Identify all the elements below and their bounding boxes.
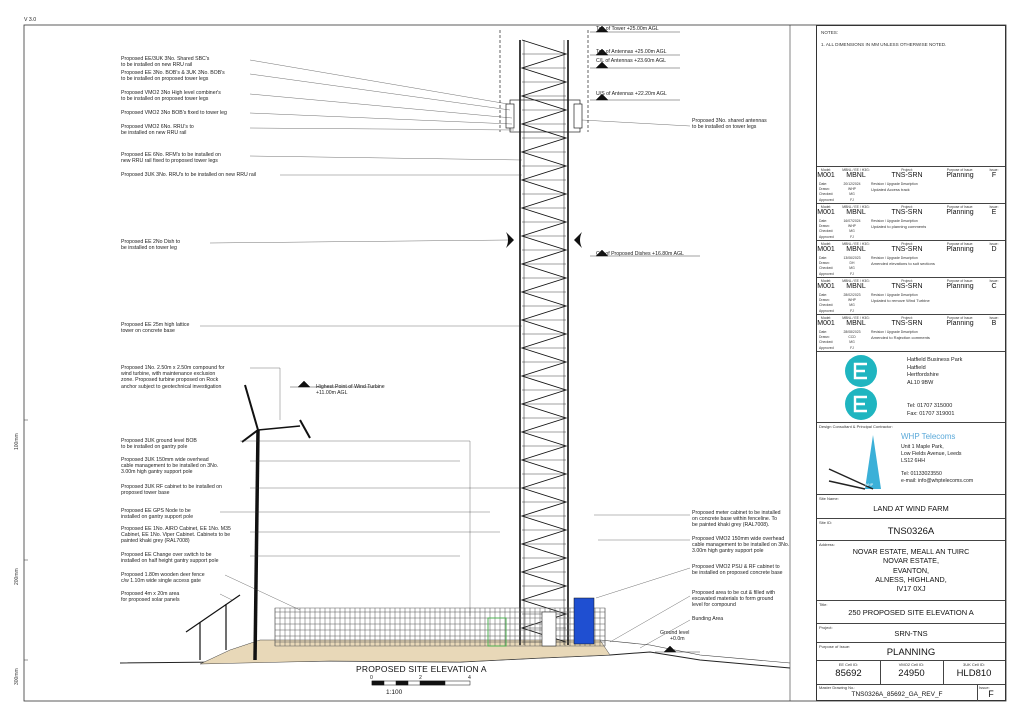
revision-col-header: MBNL / EE / H3G:: [842, 205, 870, 209]
level-top-of-antennas: Top of Antennas +25.00m AGL: [596, 49, 667, 55]
left-ruler: [24, 420, 28, 660]
revision-col-header: Project:: [901, 205, 913, 209]
consultant-label: Design Consultant & Principal Contractor:: [819, 424, 893, 429]
project-value: SRN-TNS: [894, 629, 928, 638]
revision-checked-label: Checked:: [819, 229, 834, 234]
revision-checked: MG: [849, 192, 855, 197]
annotation-label: Proposed 1.80m wooden deer fence c/w 1.10m wide single access gate: [121, 572, 205, 585]
revision-date: 16/07/2024: [843, 219, 861, 223]
scale-tick: 4: [468, 675, 471, 681]
revision-col-header: Model:: [820, 242, 832, 246]
revision-date: 28/02/2023: [843, 293, 861, 297]
scale-label: 1:100: [386, 689, 403, 696]
revision-drawn: CCD: [848, 335, 856, 340]
revision-desc-label: Revision / Upgrade Description: [871, 330, 918, 334]
revision-drawn-label: Drawn:: [819, 261, 830, 266]
revision-date: 28/08/2023: [843, 330, 861, 334]
revision-mbnl: MBNL: [846, 283, 866, 290]
drawing-title-block: 250 PROPOSED SITE ELEVATION A: [848, 608, 974, 617]
revision-approved-label: Approved:: [819, 271, 835, 276]
annotation-label: Bunding Area: [692, 616, 724, 622]
notes-title: NOTES:: [821, 30, 839, 35]
level-cl-dishes: C/L of Proposed Dishes +16.80m AGL: [596, 251, 684, 257]
revision-col-header: Project:: [901, 279, 913, 283]
revision-drawn: DH: [849, 261, 855, 266]
revision-col-header: Purpose of Issue:: [946, 168, 974, 172]
revision-project: TNS-SRN: [891, 209, 923, 216]
revision-desc: Amended elevations to suit sections: [871, 261, 935, 266]
lattice-tower: [520, 40, 568, 645]
revision-date-label: Date:: [819, 293, 828, 297]
annotation-label: Proposed EE 6No. RFM's to be installed on new RRU rail fixed to proposed tower legs: [121, 152, 221, 165]
annotation-label: Proposed 3UK RF cabinet to be installed on proposed tower base: [121, 484, 222, 497]
revision-col-header: Project:: [901, 242, 913, 246]
revision-purpose: Planning: [946, 320, 974, 327]
annotation-label: Proposed 3UK 150mm wide overhead cable management to be installed on 3No. 3.00m high gantry support pole: [121, 457, 219, 476]
revision-col-header: Issue:: [989, 316, 999, 320]
revision-desc-label: Revision / Upgrade Description: [871, 182, 918, 186]
site-name-label: Site Name:: [819, 496, 839, 501]
revision-row: [817, 240, 1005, 277]
ruler-label: 100mm: [14, 433, 20, 450]
annotation-label: Proposed EE 25m high lattice tower on concrete base: [121, 322, 190, 335]
revision-col-header: MBNL / EE / H3G:: [842, 279, 870, 283]
revision-purpose: Planning: [946, 283, 974, 290]
revision-approved-label: Approved:: [819, 345, 835, 350]
purpose-value: PLANNING: [886, 647, 936, 658]
revision-col-header: Purpose of Issue:: [946, 279, 974, 283]
revision-row: [817, 203, 1005, 240]
vmo2-cell-id: 24950: [898, 668, 925, 679]
annotation-label: Proposed 4m x 20m area for proposed solar panels: [121, 591, 180, 604]
client-address: Hatfield Business Park Hatfield Hertfordshire AL10 9BW: [907, 357, 963, 386]
ruler-label: 200mm: [14, 568, 20, 585]
revision-col-header: Purpose of Issue:: [946, 316, 974, 320]
revision-model: M001: [817, 283, 835, 290]
annotation-label: Proposed EE 2No Dish to be installed on tower leg: [121, 239, 181, 252]
revision-purpose: Planning: [946, 172, 974, 179]
revision-mbnl: MBNL: [846, 320, 866, 327]
revision-date-label: Date:: [819, 330, 828, 334]
revision-col-header: MBNL / EE / H3G:: [842, 242, 870, 246]
revision-model: M001: [817, 209, 835, 216]
revision-date-label: Date:: [819, 182, 828, 186]
revision-col-header: Issue:: [989, 242, 999, 246]
drawing-no-label: Master Drawing No.:: [819, 685, 856, 690]
revision-drawn-label: Drawn:: [819, 335, 830, 340]
revision-col-header: Model:: [820, 316, 832, 320]
purpose-label: Purpose of Issue:: [819, 644, 851, 649]
revision-purpose: Planning: [946, 246, 974, 253]
revision-desc: Updated to planning comments: [871, 224, 927, 229]
scale-bar: [372, 681, 470, 685]
revision-desc: Amended to Rajection comments: [871, 335, 930, 340]
drawing-title: PROPOSED SITE ELEVATION A: [356, 664, 487, 674]
annotation-label: Proposed 3No. shared antennas to be installed on tower legs: [692, 118, 767, 131]
revision-checked: MG: [849, 229, 855, 234]
revision-approved: FJ: [850, 308, 854, 313]
revision-model: M001: [817, 172, 835, 179]
consultant-contact: Tel: 01133023550 e-mail: info@whptelecoms.com: [901, 471, 974, 484]
drawing-issue-label: Issue:: [979, 685, 990, 690]
revision-drawn: WHP: [848, 224, 856, 229]
revision-col-header: Purpose of Issue:: [946, 205, 974, 209]
ee-cell-id-label: EE Cell ID:: [838, 662, 859, 667]
annotation-label: Proposed 3UK ground level BOB to be installed on gantry pole: [121, 438, 197, 451]
revision-row: [817, 166, 1005, 203]
whp-logo-text: WHP: [865, 483, 874, 487]
annotation-label: Proposed 3UK 3No. RRU's to be installed on new RRU rail: [121, 172, 257, 178]
revision-desc-label: Revision / Upgrade Description: [871, 293, 918, 297]
revision-date: 13/06/2023: [843, 256, 861, 260]
revision-desc: Updated Access track: [871, 187, 910, 192]
revision-col-header: Issue:: [989, 205, 999, 209]
vmo2-cell-id-label: VMO2 Cell ID:: [898, 662, 925, 667]
annotation-label: Proposed EE/3UK 3No. Shared SBC's to be installed on new RRU rail: [121, 56, 210, 69]
site-id: TNS0326A: [887, 526, 935, 537]
revision-drawn: WHP: [848, 187, 856, 192]
dishes: [506, 232, 582, 248]
revision-col-header: Project:: [901, 316, 913, 320]
site-name: LAND AT WIND FARM: [873, 504, 949, 513]
revision-checked: MG: [849, 303, 855, 308]
annotation-label: Proposed 1No. 2.50m x 2.50m compound for wind turbine, with maintenance exclusion zone. Proposed turbine proposed on Rock anchor subject to geotechnical investigation: [121, 365, 225, 390]
revision-checked-label: Checked:: [819, 192, 834, 197]
revision-purpose: Planning: [946, 209, 974, 216]
whp-logo: [825, 433, 883, 491]
revision-issue: D: [991, 246, 997, 253]
revision-checked: MG: [849, 340, 855, 345]
annotation-label: Proposed meter cabinet to be installed on concrete base within fenceline. To be painted khaki grey (RAL7008).: [692, 510, 781, 529]
leader-lines: [200, 60, 690, 648]
ee-logo: [841, 354, 881, 422]
title-label: Title:: [819, 602, 828, 607]
3uk-cell-id: HLD810: [956, 668, 992, 679]
address-label: Address:: [819, 542, 835, 547]
drawing-number: TNS0326A_85692_GA_REV_F: [851, 691, 943, 698]
revision-row: [817, 314, 1005, 351]
project-label: Project:: [819, 625, 833, 630]
scale-tick: 0: [370, 675, 373, 681]
revision-row: [817, 277, 1005, 314]
revision-date-label: Date:: [819, 219, 828, 223]
annotation-label: Proposed EE 3No. BOB's & 3UK 3No. BOB's to be installed on proposed tower legs: [121, 70, 225, 83]
revision-checked-label: Checked:: [819, 303, 834, 308]
annotation-label: Proposed EE Change over switch to be installed on half height gantry support pole: [121, 552, 219, 565]
revision-model: M001: [817, 246, 835, 253]
revision-approved: FJ: [850, 271, 854, 276]
revision-checked-label: Checked:: [819, 340, 834, 345]
annotation-label: Proposed VMO2 6No. RRU's to be installed on new RRU rail: [121, 124, 194, 137]
annotation-label: Proposed VMO2 PSU & RF cabinet to be installed on proposed concrete base: [692, 564, 783, 577]
revision-col-header: Project:: [901, 168, 913, 172]
revision-col-header: Issue:: [989, 279, 999, 283]
revision-mbnl: MBNL: [846, 172, 866, 179]
title-block: [816, 25, 1006, 701]
revision-col-header: Model:: [820, 279, 832, 283]
revision-date: 20/12/2024: [843, 182, 861, 186]
revision-project: TNS-SRN: [891, 283, 923, 290]
revision-mbnl: MBNL: [846, 246, 866, 253]
notes-item: 1. ALL DIMENSIONS IN MM UNLESS OTHERWISE NOTED.: [821, 42, 947, 47]
revision-project: TNS-SRN: [891, 172, 923, 179]
drawing-issue: F: [988, 689, 994, 699]
revision-project: TNS-SRN: [891, 246, 923, 253]
revision-approved: FJ: [850, 345, 854, 350]
revision-approved-label: Approved:: [819, 234, 835, 239]
revision-approved: FJ: [850, 197, 854, 202]
revision-project: TNS-SRN: [891, 320, 923, 327]
revision-checked-label: Checked:: [819, 266, 834, 271]
consultant-address: Unit 1 Maple Park, Low Fields Avenue, Leeds LS12 6HH: [901, 444, 962, 464]
annotation-label: Proposed area to be cut & filled with excavated materials to form ground level for compound: [692, 590, 776, 609]
client-contact: Tel: 01707 315000 Fax: 01707 319001: [907, 403, 955, 417]
revision-issue: C: [991, 283, 997, 290]
ee-cell-id: 85692: [835, 668, 862, 679]
revision-table: [817, 166, 1005, 352]
ruler-label: 300mm: [14, 668, 20, 685]
revision-date-label: Date:: [819, 256, 828, 260]
revision-drawn-label: Drawn:: [819, 187, 830, 192]
version-label: V 3.0: [24, 17, 37, 23]
level-markers: [290, 26, 700, 652]
revision-approved-label: Approved:: [819, 308, 835, 313]
revision-issue: E: [991, 209, 997, 216]
revision-desc: Updated to remove Wind Turbine: [871, 298, 930, 303]
revision-issue: B: [991, 320, 997, 327]
site-address: NOVAR ESTATE, MEALL AN TUIRC NOVAR ESTATE, EVANTON, ALNESS, HIGHLAND, IV17 0XJ: [852, 547, 970, 594]
revision-issue: F: [991, 172, 997, 179]
annotation-label: Proposed EE GPS Node to be installed on gantry support pole: [121, 508, 194, 521]
scale-tick: 2: [419, 675, 422, 681]
revision-col-header: MBNL / EE / H3G:: [842, 168, 870, 172]
revision-drawn-label: Drawn:: [819, 224, 830, 229]
annotation-label: Proposed VMO2 3No High level combiner's to be installed on proposed tower legs: [121, 90, 221, 103]
revision-desc-label: Revision / Upgrade Description: [871, 219, 918, 223]
revision-col-header: MBNL / EE / H3G:: [842, 316, 870, 320]
revision-col-header: Model:: [820, 168, 832, 172]
revision-model: M001: [817, 320, 835, 327]
consultant-name: WHP Telecoms: [901, 432, 956, 441]
level-cl-of-antennas: C/L of Antennas +23.60m AGL: [596, 58, 667, 64]
revision-checked: MG: [849, 266, 855, 271]
level-us-of-antennas: U/S of Antennas +22.20m AGL: [596, 91, 667, 97]
annotation-label: Proposed VMO2 150mm wide overhead cable management to be installed on 3No. 3.00m high gantry support pole: [692, 536, 790, 555]
level-top-of-tower: Top of Tower +25.00m AGL: [596, 26, 659, 32]
annotation-label: Proposed VMO2 3No BOB's fixed to tower leg: [121, 110, 227, 116]
3uk-cell-id-label: 3UK Cell ID:: [962, 662, 985, 667]
revision-mbnl: MBNL: [846, 209, 866, 216]
site-id-label: Site ID:: [819, 520, 833, 525]
annotation-label: Proposed EE 1No. AIRO Cabinet, EE 1No. M35 Cabinet, EE 1No. Viper Cabinet. Cabinets to be painted khaki grey (RAL7008): [121, 526, 231, 545]
level-ground: Ground level +0.0m: [660, 630, 690, 643]
revision-col-header: Issue:: [989, 168, 999, 172]
level-wind-turbine: Highest Point of Wind Turbine +11.00m AGL: [316, 384, 385, 397]
revision-drawn-label: Drawn:: [819, 298, 830, 303]
revision-col-header: Model:: [820, 205, 832, 209]
revision-approved-label: Approved:: [819, 197, 835, 202]
revision-col-header: Purpose of Issue:: [946, 242, 974, 246]
revision-approved: FJ: [850, 234, 854, 239]
revision-drawn: WHP: [848, 298, 856, 303]
revision-desc-label: Revision / Upgrade Description: [871, 256, 918, 260]
